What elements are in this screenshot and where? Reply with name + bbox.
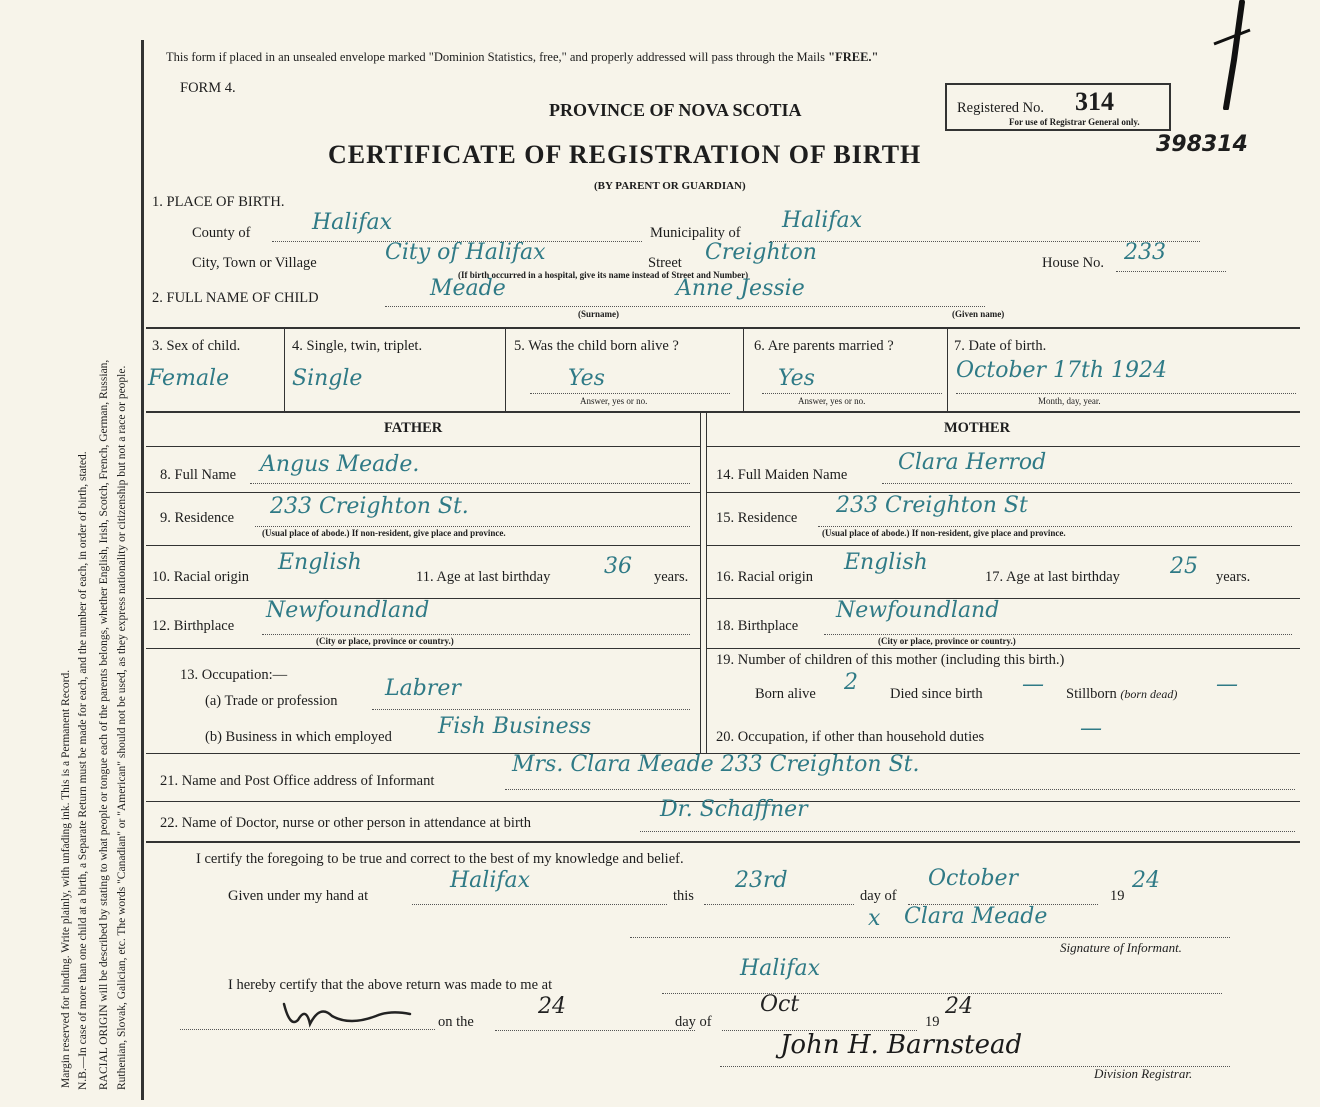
father-business-label: (b) Business in which employed <box>205 729 392 745</box>
father-age-value: 36 <box>604 554 632 579</box>
mother-residence-note: (Usual place of abode.) If non-resident, give place and province. <box>822 528 1066 538</box>
county-label: County of <box>192 225 251 241</box>
mother-birthplace-label: 18. Birthplace <box>716 618 799 634</box>
informant-label: 21. Name and Post Office address of Informant <box>160 773 435 789</box>
stamped-number: 398314 <box>1156 132 1248 157</box>
mother-residence-label: 15. Residence <box>716 510 798 526</box>
year-prefix: 19 <box>1110 888 1125 904</box>
father-birthplace-line <box>262 634 690 635</box>
city-label: City, Town or Village <box>192 255 317 271</box>
married-note: Answer, yes or no. <box>798 396 866 406</box>
given-place-line <box>412 904 667 905</box>
mother-occupation-label: 20. Occupation, if other than household duties <box>716 729 985 745</box>
registrar-statement: I hereby certify that the above return was made to me at <box>228 977 553 993</box>
registered-label: Registered No. <box>957 100 1044 116</box>
doctor-value: Dr. Schaffner <box>660 797 808 822</box>
margin-note-2: N.B.—In case of more than one child at a birth, a Separate Return must be made for each, and the number of each, in order of birth, stated. <box>77 451 89 1090</box>
married-line <box>762 393 942 394</box>
box-sep-4 <box>947 329 948 411</box>
died-label: Died since birth <box>890 686 983 702</box>
father-trade-label: (a) Trade or profession <box>205 693 338 709</box>
dob-note: Month, day, year. <box>1038 396 1101 406</box>
f-row-1 <box>146 492 700 493</box>
m-row-3 <box>707 598 1300 599</box>
certificate-subtitle: (BY PARENT OR GUARDIAN) <box>594 180 746 192</box>
registrar-month-value: Oct <box>760 992 800 1017</box>
house-label: House No. <box>1042 255 1105 271</box>
mother-heading: MOTHER <box>944 420 1011 436</box>
m-row-4 <box>707 648 1300 649</box>
form-number: FORM 4. <box>180 80 236 96</box>
father-birthplace-label: 12. Birthplace <box>152 618 235 634</box>
father-race-label: 10. Racial origin <box>152 569 250 585</box>
father-trade-value: Labrer <box>385 676 461 701</box>
f-row-0 <box>146 446 700 447</box>
margin-rule <box>141 40 144 1100</box>
informant-line <box>505 789 1295 790</box>
mother-residence-line <box>818 526 1292 527</box>
alive-label: 5. Was the child born alive ? <box>514 338 679 354</box>
given-day-value: 23rd <box>735 868 788 893</box>
alive-line <box>530 393 730 394</box>
father-residence-line <box>255 526 690 527</box>
father-name-value: Angus Meade. <box>260 452 420 477</box>
father-age-label: 11. Age at last birthday <box>416 569 551 585</box>
parents-sep-a <box>700 413 701 753</box>
doctor-line <box>640 831 1295 832</box>
given-year-value: 24 <box>1132 868 1160 893</box>
city-note: (If birth occurred in a hospital, give its name instead of Street and Number) <box>458 270 749 280</box>
married-value: Yes <box>778 366 815 391</box>
stillborn-label: Stillborn (born dead) <box>1066 686 1178 702</box>
f-row-2 <box>146 545 700 546</box>
dob-label: 7. Date of birth. <box>954 338 1047 354</box>
municipality-value: Halifax <box>782 208 863 233</box>
margin-note-1: Margin reserved for binding. Write plainly, with unfading ink. This is a Permanent Record. <box>60 669 72 1088</box>
child-surname: Meade <box>430 276 506 301</box>
stillborn-note: (born dead) <box>1120 687 1178 701</box>
mother-name-label: 14. Full Maiden Name <box>716 467 848 483</box>
father-occupation-label: 13. Occupation:— <box>180 667 288 683</box>
informant-value: Mrs. Clara Meade 233 Creighton St. <box>512 752 920 777</box>
day-of-label: day of <box>860 888 897 904</box>
father-business-value: Fish Business <box>438 714 592 739</box>
given-place-value: Halifax <box>450 868 531 893</box>
box-sep-2 <box>505 329 506 411</box>
married-label: 6. Are parents married ? <box>754 338 894 354</box>
mother-name-value: Clara Herrod <box>898 450 1047 475</box>
registrar-year-prefix: 19 <box>925 1014 940 1030</box>
m-row-0 <box>707 446 1300 447</box>
municipality-label: Municipality of <box>650 225 741 241</box>
certificate-title: CERTIFICATE OF REGISTRATION OF BIRTH <box>328 140 922 169</box>
plurality-label: 4. Single, twin, triplet. <box>292 338 423 354</box>
registered-number: 314 <box>1075 87 1114 116</box>
stillborn-value: — <box>1216 672 1238 697</box>
doctor-label: 22. Name of Doctor, nurse or other person in attendance at birth <box>160 815 532 831</box>
mail-notice: This form if placed in an unsealed envelope marked "Dominion Statistics, free," and properly addressed will pass through the Mails "FREE." <box>166 50 879 64</box>
dob-line <box>956 393 1296 394</box>
box-sep-1 <box>284 329 285 411</box>
registrar-signature: John H. Barnstead <box>780 1030 1023 1060</box>
father-years: years. <box>654 569 689 585</box>
mother-birthplace-value: Newfoundland <box>836 598 1000 623</box>
pencil-mark <box>1212 0 1252 110</box>
born-alive-value: 2 <box>844 670 858 695</box>
box-sep-3 <box>743 329 744 411</box>
registrar-day-of: day of <box>675 1014 712 1030</box>
father-name-label: 8. Full Name <box>160 467 237 483</box>
child-name-line <box>385 306 985 307</box>
registrar-on-the: on the <box>438 1014 474 1030</box>
father-birthplace-value: Newfoundland <box>266 598 430 623</box>
died-value: — <box>1022 672 1044 697</box>
surname-note: (Surname) <box>578 309 619 319</box>
sex-value: Female <box>148 366 230 391</box>
registrar-note: For use of Registrar General only. <box>1009 117 1140 127</box>
mother-occupation-value: — <box>1080 716 1102 741</box>
divider-1 <box>146 327 1300 329</box>
father-race-value: English <box>278 550 362 575</box>
county-value: Halifax <box>312 210 393 235</box>
father-heading: FATHER <box>384 420 443 436</box>
informant-sig-label: Signature of Informant. <box>1060 940 1182 955</box>
father-birthplace-note: (City or place, province or country.) <box>316 636 454 646</box>
divider-2 <box>146 411 1300 413</box>
mother-years: years. <box>1216 569 1251 585</box>
given-day-line <box>704 904 854 905</box>
father-residence-label: 9. Residence <box>160 510 235 526</box>
registrar-initials <box>280 996 420 1037</box>
child-given: Anne Jessie <box>676 276 805 301</box>
sex-label: 3. Sex of child. <box>152 338 241 354</box>
father-residence-note: (Usual place of abode.) If non-resident, give place and province. <box>262 528 506 538</box>
registrar-day-value: 24 <box>538 994 566 1019</box>
this-label: this <box>673 888 694 904</box>
certify-statement: I certify the foregoing to be true and correct to the best of my knowledge and belief. <box>196 851 684 867</box>
place-heading: 1. PLACE OF BIRTH. <box>152 194 285 210</box>
divider-5 <box>146 841 1300 843</box>
father-residence-value: 233 Creighton St. <box>270 494 469 519</box>
mother-race-label: 16. Racial origin <box>716 569 814 585</box>
city-value: City of Halifax <box>385 240 546 265</box>
father-trade-line <box>372 709 690 710</box>
mother-name-line <box>882 483 1292 484</box>
given-label: Given under my hand at <box>228 888 369 904</box>
dob-value: October 17th 1924 <box>956 358 1168 383</box>
street-label: Street <box>648 255 682 271</box>
registrar-label: Division Registrar. <box>1094 1066 1193 1081</box>
born-alive-label: Born alive <box>755 686 816 702</box>
alive-note: Answer, yes or no. <box>580 396 648 406</box>
given-note: (Given name) <box>952 309 1005 319</box>
street-value: Creighton <box>705 240 817 265</box>
province-heading: PROVINCE OF NOVA SCOTIA <box>549 100 802 120</box>
registered-box <box>945 83 1171 131</box>
mother-residence-value: 233 Creighton St <box>836 493 1028 518</box>
margin-note-3: RACIAL ORIGIN will be described by stating to what people or tongue each of the parents belongs, whether English, Irish, Scotch, French, German, Russian, <box>98 359 110 1090</box>
registrar-year-value: 24 <box>945 994 973 1019</box>
informant-mark: x <box>868 906 881 931</box>
given-month-value: October <box>928 866 1019 891</box>
m-row-2 <box>707 545 1300 546</box>
house-line <box>1116 271 1226 272</box>
margin-note-4: Ruthenian, Slovak, Galician, etc. The words "Canadian" or "American" should not be used, as they express nationality or citizenship but not a race or people. <box>116 365 128 1090</box>
mother-age-label: 17. Age at last birthday <box>985 569 1120 585</box>
registrar-day-line <box>495 1030 695 1031</box>
mother-age-value: 25 <box>1170 554 1198 579</box>
alive-value: Yes <box>568 366 605 391</box>
informant-signature: Clara Meade <box>904 904 1048 929</box>
registrar-place-line <box>662 993 1222 994</box>
mother-birthplace-note: (City or place, province or country.) <box>878 636 1016 646</box>
mother-birthplace-line <box>824 634 1292 635</box>
mother-children-label: 19. Number of children of this mother (including this birth.) <box>716 652 1065 668</box>
registrar-place-value: Halifax <box>740 956 821 981</box>
mother-race-value: English <box>844 550 928 575</box>
informant-sig-line <box>630 937 1230 938</box>
f-row-4 <box>146 648 700 649</box>
child-name-label: 2. FULL NAME OF CHILD <box>152 290 319 306</box>
plurality-value: Single <box>292 366 363 391</box>
father-name-line <box>250 483 690 484</box>
parents-sep-b <box>706 413 707 753</box>
binding-margin <box>0 0 146 1107</box>
house-value: 233 <box>1124 240 1166 265</box>
